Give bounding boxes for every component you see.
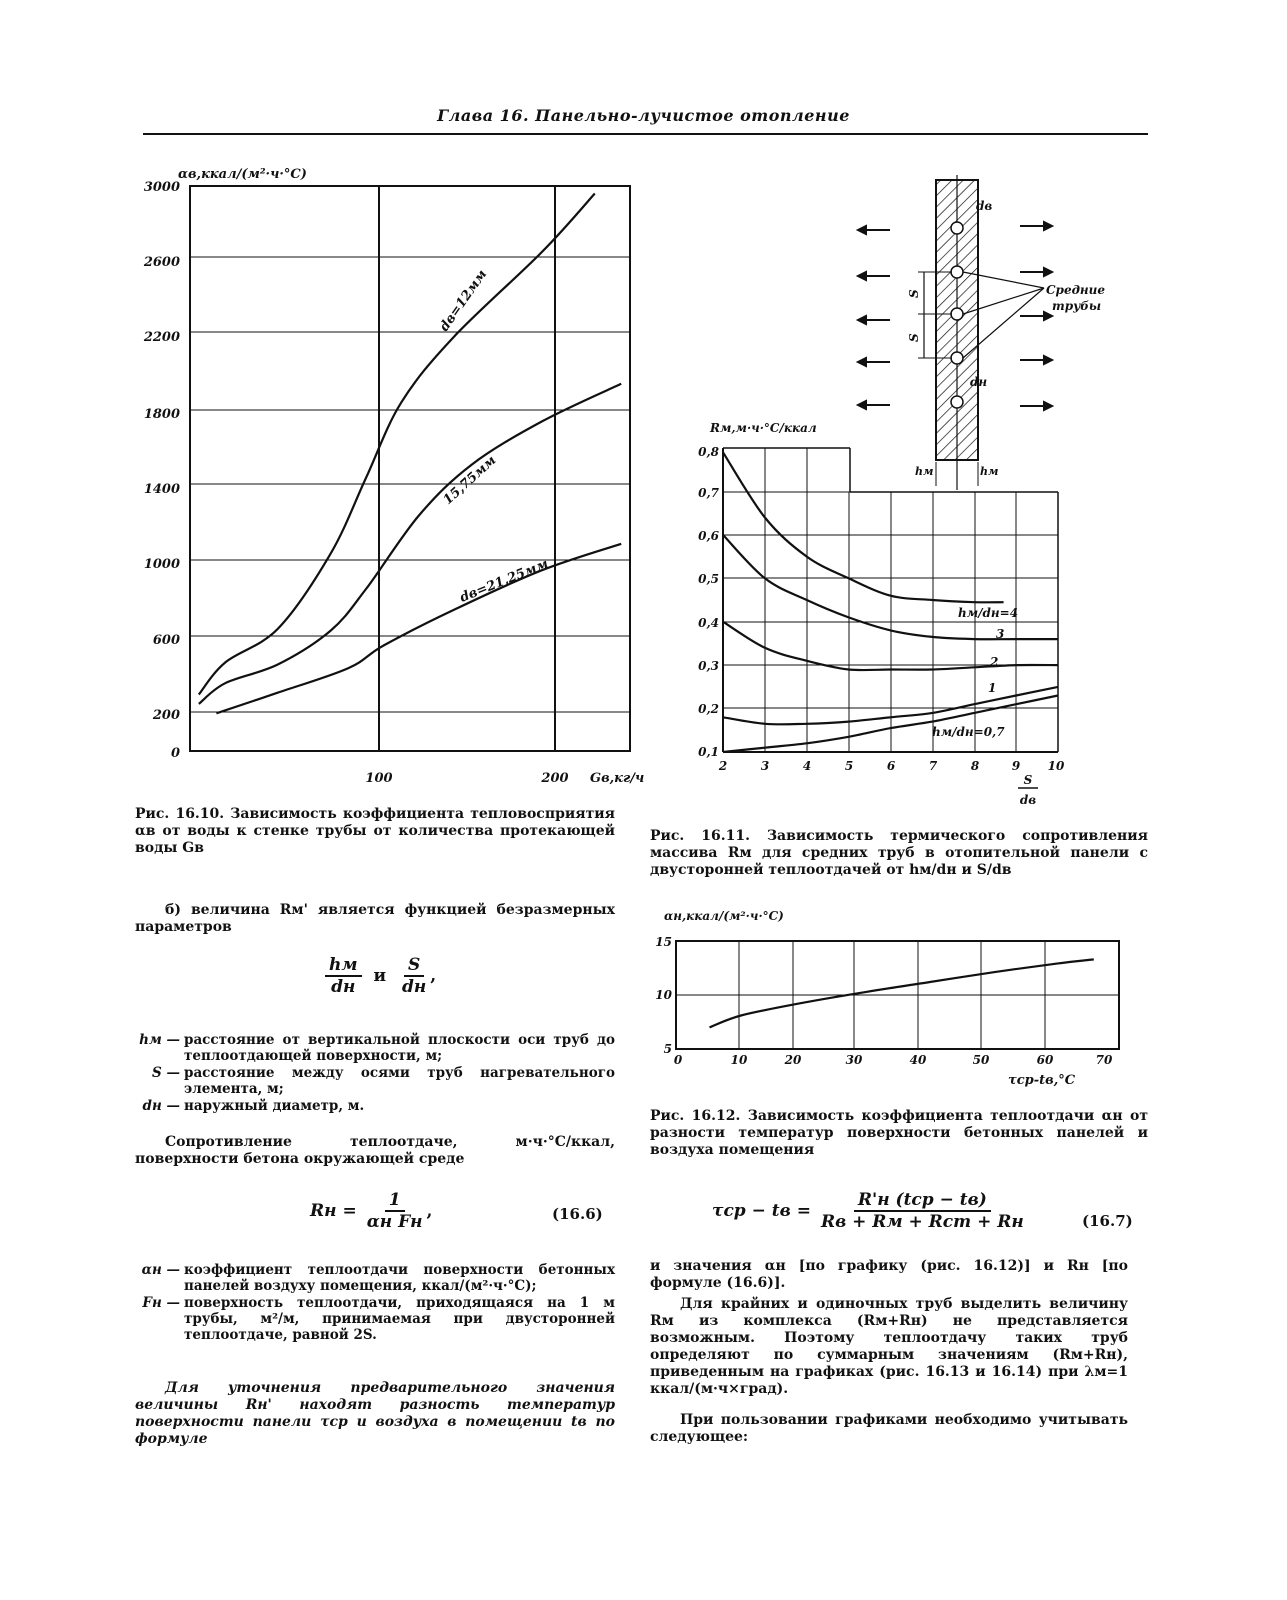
- fig10-xtick: 200: [541, 771, 569, 786]
- svg-text:30: 30: [845, 1053, 863, 1067]
- resistance-paragraph: Сопротивление теплоотдаче, м·ч·°С/ккал, поверхности бетона окружающей среде: [135, 1134, 615, 1167]
- svg-text:0,7: 0,7: [698, 486, 719, 500]
- label-dn: dн: [970, 375, 988, 389]
- equation-16-6-number: (16.6): [552, 1205, 603, 1223]
- svg-text:hм/dн=0,7: hм/dн=0,7: [932, 725, 1005, 739]
- def-row: S — расстояние между осями труб нагревательного элемента, м;: [152, 1065, 615, 1097]
- equation-16-6: Rн = $\frac{1}{\text{αн Fн}}$ ,: [310, 1190, 433, 1232]
- svg-text:70: 70: [1095, 1053, 1113, 1067]
- fig12-caption: Рис. 16.12. Зависимость коэффициента теплоотдачи αн от разности температур поверхности бетонных панелей и воздуха помещения: [650, 1108, 1148, 1158]
- fig12-xlabel: τср-tв,°С: [1008, 1073, 1076, 1088]
- fig11-ylabel: Rм,м·ч·°С/ккал: [710, 421, 817, 435]
- fig10-ytick: 3000: [143, 180, 180, 195]
- running-header: Глава 16. Панельно-лучистое отопление: [437, 106, 850, 125]
- svg-text:10: 10: [1047, 759, 1065, 773]
- label-middle-pipes: Средние: [1046, 283, 1106, 297]
- fig10-ytick: 2200: [143, 330, 180, 345]
- svg-text:8: 8: [970, 759, 980, 773]
- fig11-caption: Рис. 16.11. Зависимость термического сопротивления массива Rм для средних труб в отопительной панели с двусторонней теплоотдачей от hм/dн и S/dв: [650, 828, 1148, 878]
- svg-text:0,2: 0,2: [698, 702, 719, 716]
- fig12-x-ticks: [674, 1053, 1113, 1067]
- heat-arrows-left: [858, 226, 890, 409]
- right-paragraph-1: и значения αн [по графику (рис. 16.12)] и Rн [по формуле (16.6)].: [650, 1258, 1128, 1291]
- figure-16-12: [650, 898, 1130, 1098]
- fig10-grid: [190, 186, 630, 751]
- svg-text:10: 10: [730, 1053, 748, 1067]
- fig10-ytick: 600: [152, 633, 180, 648]
- svg-text:40: 40: [909, 1053, 927, 1067]
- fig12-curves: [710, 959, 1094, 1027]
- panel-diagram: [858, 175, 1105, 490]
- svg-text:0,1: 0,1: [698, 745, 719, 759]
- definitions-2: [120, 1262, 615, 1344]
- svg-text:hм/dн=4: hм/dн=4: [958, 606, 1019, 620]
- dimensionless-params: $\frac{hм}{dн}$ и $\frac{S}{dн}$ ,: [325, 955, 436, 997]
- svg-text:0,3: 0,3: [698, 659, 719, 673]
- svg-text:60: 60: [1036, 1053, 1054, 1067]
- svg-text:6: 6: [886, 759, 896, 773]
- svg-text:2: 2: [718, 759, 728, 773]
- fig10-label-12mm: dв=12мм: [436, 267, 491, 335]
- param-paragraph: б) величина Rм' является функцией безразмерных параметров: [135, 902, 615, 935]
- fig10-y-ticks: [143, 180, 180, 761]
- heat-arrows-right: [1020, 222, 1052, 410]
- fig11-x-ticks: [718, 759, 1065, 773]
- pipe: [951, 266, 963, 278]
- svg-text:0,6: 0,6: [698, 529, 719, 543]
- fig10-caption: Рис. 16.10. Зависимость коэффициента тепловосприятия αв от воды к стенке трубы от количества протекающей воды Gв: [135, 806, 615, 856]
- fig11-y-ticks: [698, 445, 720, 759]
- fig10-ytick: 2600: [143, 255, 180, 270]
- svg-text:20: 20: [784, 1053, 802, 1067]
- pipe: [951, 308, 963, 320]
- fig10-x-ticks: [365, 771, 568, 786]
- fig10-series-line: [199, 194, 595, 695]
- pipe: [951, 352, 963, 364]
- fig10-xtick: 100: [365, 771, 393, 786]
- svg-text:15: 15: [655, 935, 672, 949]
- pipe: [951, 396, 963, 408]
- svg-text:5: 5: [663, 1042, 672, 1056]
- svg-text:0,5: 0,5: [698, 572, 719, 586]
- svg-text:7: 7: [928, 759, 938, 773]
- fig10-xlabel: Gв,кг/ч: [590, 771, 645, 786]
- equation-16-7: τср − tв = $\frac{\text{R'н (tср − tв)}}{\text{Rв + Rм + Rст + Rн}}$: [712, 1190, 1024, 1232]
- fig10-ytick: 1800: [143, 407, 180, 422]
- svg-text:1: 1: [988, 681, 997, 695]
- label-dv: dв: [976, 199, 993, 213]
- svg-text:9: 9: [1011, 759, 1021, 773]
- svg-text:10: 10: [655, 988, 672, 1002]
- fig10-ylabel: αв,ккал/(м²·ч·°С): [178, 167, 307, 182]
- svg-text:0,4: 0,4: [698, 616, 719, 630]
- svg-text:2: 2: [990, 655, 999, 669]
- svg-text:5: 5: [844, 759, 854, 773]
- fig11-xlabel-num: S: [1023, 773, 1033, 787]
- right-paragraph-2: Для крайних и одиночных труб выделить величину Rм из комплекса (Rм+Rн) не представляется возможным. Поэтому теплоотдачу таких труб определяют по суммарным значениям (Rм+Rн), приведенным на графиках (рис. 16.13 и 16.14) при λм=1 ккал/(м·ч×град).: [650, 1296, 1128, 1397]
- svg-text:4: 4: [802, 759, 812, 773]
- refinement-paragraph: Для уточнения предварительного значения величины Rн' находят разность температур поверхности панели τср и воздуха в помещении tв по формуле: [135, 1380, 615, 1447]
- fig10-label-21mm: dв=21,25мм: [457, 556, 551, 606]
- svg-text:S: S: [907, 333, 921, 342]
- right-paragraph-3: При пользовании графиками необходимо учитывать следующее:: [650, 1412, 1128, 1445]
- fig12-y-ticks: [655, 935, 672, 1056]
- def-row: hм — расстояние от вертикальной плоскости оси труб до теплоотдающей поверхности, м;: [139, 1032, 615, 1064]
- definitions-1: [120, 1032, 615, 1115]
- fig10-curves: [199, 194, 621, 714]
- def-row: αн — коэффициент теплоотдачи поверхности бетонных панелей воздуху помещения, ккал/(м²·ч·°С);: [141, 1262, 615, 1294]
- fig11-xlabel-den: dв: [1019, 793, 1037, 807]
- header-rule: [143, 133, 1148, 135]
- svg-text:S: S: [907, 289, 921, 298]
- svg-text:hм: hм: [915, 465, 934, 478]
- svg-text:hм: hм: [980, 465, 999, 478]
- def-row: dн — наружный диаметр, м.: [142, 1098, 365, 1114]
- fig10-ytick: 0: [170, 746, 180, 761]
- svg-text:3: 3: [760, 759, 770, 773]
- svg-text:3: 3: [996, 627, 1005, 641]
- fig12-ylabel: αн,ккал/(м²·ч·°С): [664, 909, 784, 923]
- fig10-ytick: 200: [152, 708, 180, 723]
- fig10-ytick: 1000: [143, 557, 180, 572]
- def-row: Fн — поверхность теплоотдачи, приходящаяся на 1 м трубы, м²/м, принимаемая при двусторонней теплоотдаче, равной 2S.: [142, 1295, 615, 1343]
- equation-16-7-number: (16.7): [1082, 1212, 1133, 1230]
- figure-16-11: [690, 170, 1130, 820]
- fig12-series-line: [710, 959, 1094, 1027]
- svg-text:50: 50: [972, 1053, 990, 1067]
- fig12-grid: [676, 941, 1119, 1049]
- fig10-ytick: 1400: [143, 482, 180, 497]
- pipe: [951, 222, 963, 234]
- svg-text:0: 0: [673, 1053, 683, 1067]
- fig10-series-line: [199, 384, 621, 704]
- fig10-label-15mm: 15,75мм: [440, 453, 500, 508]
- svg-text:0,8: 0,8: [698, 445, 719, 459]
- label-middle-pipes-2: трубы: [1052, 299, 1102, 313]
- figure-16-10: [143, 160, 660, 800]
